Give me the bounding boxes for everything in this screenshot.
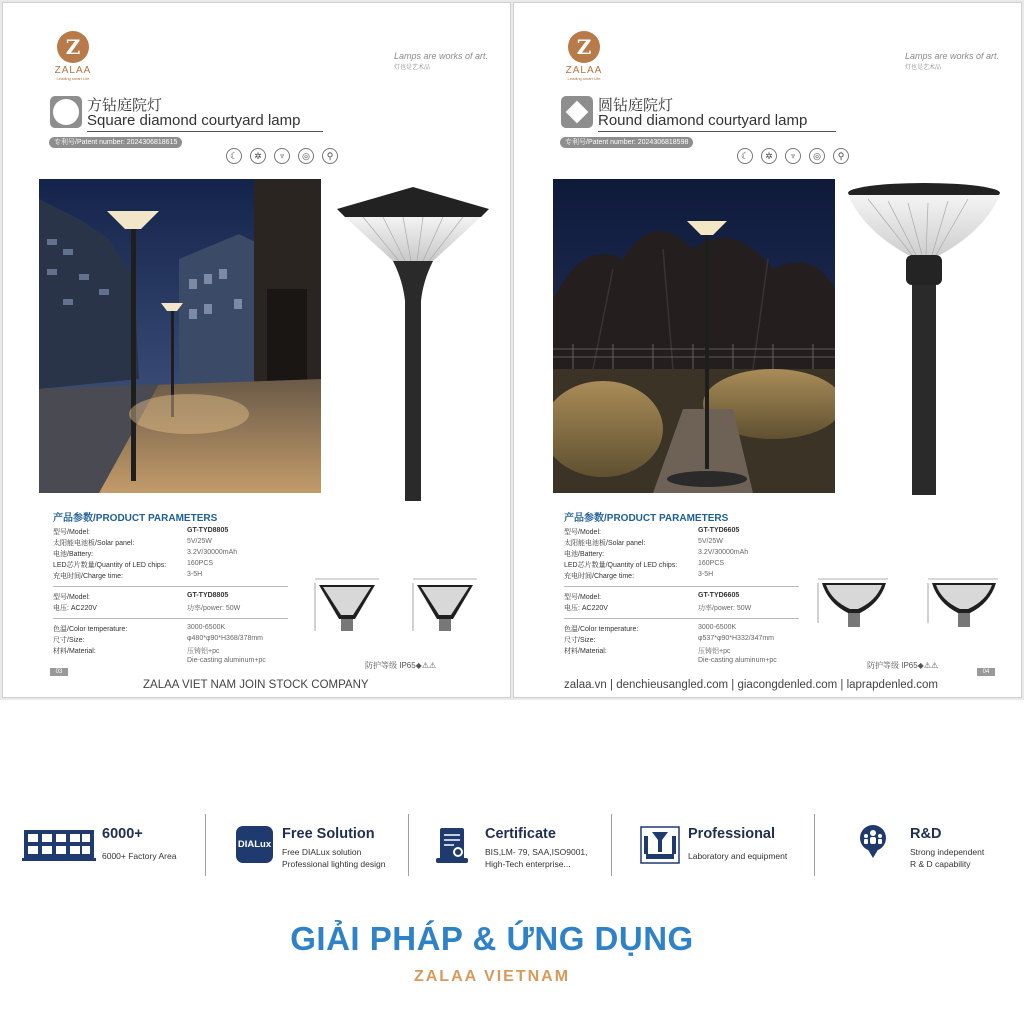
fan-icon: ✲ xyxy=(760,148,778,174)
param-row: 电池/Battery: 3.2V/30000mAh xyxy=(564,549,749,558)
param-row: 太阳能电池板/Solar panel: 5V/25W xyxy=(53,538,212,547)
param-row: 色温/Color temperature: 3000-6500K xyxy=(564,624,737,633)
feature-icons xyxy=(225,148,339,174)
product-image-round-lamp xyxy=(834,181,1014,501)
divider xyxy=(205,814,206,876)
product-title-en: Round diamond courtyard lamp xyxy=(598,112,808,129)
params-table xyxy=(53,527,288,668)
feature-desc: 6000+ Factory Area xyxy=(102,851,177,861)
param-row: 型号/Model: GT-TYD8805 xyxy=(53,527,229,536)
dimension-drawings xyxy=(309,573,494,643)
catalog-page-square-lamp xyxy=(2,2,511,698)
param-row: 材料/Material: 压铸铝+pc xyxy=(53,648,220,655)
param-row: 型号/Model: GT-TYD6605 xyxy=(564,592,740,601)
feature-desc: Strong independent xyxy=(910,847,985,857)
params-table xyxy=(564,527,799,668)
params-title: 产品参数/PRODUCT PARAMETERS xyxy=(564,513,729,524)
banner-subtitle: ZALAA VIETNAM xyxy=(413,968,571,985)
param-row: LED芯片数量/Quantity of LED chips: 160PCS xyxy=(53,560,214,569)
feature-desc: High-Tech enterprise... xyxy=(485,859,571,869)
waterproof-icon: ♆ xyxy=(273,148,291,174)
moon-icon: ☾ xyxy=(225,148,243,174)
feature-desc: R & D capability xyxy=(910,859,971,869)
param-row: 电压: AC220V 功率/power: 50W xyxy=(53,605,241,612)
feature-bar xyxy=(0,808,1024,878)
param-row: Die-casting aluminum+pc xyxy=(698,657,777,664)
feature-title: Professional xyxy=(688,826,776,842)
divider xyxy=(611,814,612,876)
title-underline xyxy=(87,131,323,132)
feature-rnd xyxy=(858,808,1018,878)
light-icon: ◎ xyxy=(297,148,315,174)
fan-icon: ✲ xyxy=(249,148,267,174)
product-title-cn: 圆钻庭院灯 xyxy=(598,97,674,114)
temperature-icon: ⚲ xyxy=(832,148,850,174)
banner-title: GIẢI PHÁP & ỨNG DỤNG xyxy=(290,920,694,957)
param-row: 电压: AC220V 功率/power: 50W xyxy=(564,605,752,612)
catalog-page-round-lamp xyxy=(513,2,1022,698)
logo-tagline: Leading smart Life xyxy=(567,76,601,81)
website-links: zalaa.vn | denchieusangled.com | giacongdenled.com | laprapdenled.com xyxy=(564,679,939,691)
product-title-cn: 方钻庭院灯 xyxy=(87,97,163,114)
scene-photo-round-lamp xyxy=(553,179,835,493)
slogan-en: Lamps are works of art. xyxy=(393,51,488,61)
slogan-en: Lamps are works of art. xyxy=(904,51,999,61)
logo-mark: Z xyxy=(568,31,600,63)
title-underline xyxy=(598,131,836,132)
product-image-square-lamp xyxy=(323,181,503,501)
circle-shape-icon xyxy=(50,96,82,128)
diamond-shape-icon xyxy=(561,96,593,128)
factory-icon xyxy=(22,826,96,862)
light-icon: ◎ xyxy=(808,148,826,174)
page-number: 04 xyxy=(977,668,995,676)
logo-tagline: Leading smart Life xyxy=(56,76,90,81)
company-name: ZALAA VIET NAM JOIN STOCK COMPANY xyxy=(143,679,369,691)
params-title: 产品参数/PRODUCT PARAMETERS xyxy=(53,513,218,524)
param-row: 材料/Material: 压铸铝+pc xyxy=(564,648,731,655)
patent-badge: 专利号/Patent number: 2024306818598 xyxy=(560,137,693,148)
ip-rating: 防护等级 IP65◆⚠⚠ xyxy=(867,661,939,670)
rnd-icon xyxy=(858,824,888,862)
dialux-icon: DIALux xyxy=(236,826,273,863)
param-row: 型号/Model: GT-TYD8805 xyxy=(53,592,229,601)
page-number: 03 xyxy=(50,668,68,676)
logo-mark: Z xyxy=(57,31,89,63)
slogan xyxy=(905,51,999,71)
feature-desc: BIS,LM- 79, SAA,ISO9001, xyxy=(485,847,588,857)
slogan-cn: 灯也是艺术品 xyxy=(904,65,941,71)
feature-title: R&D xyxy=(910,826,942,842)
certificate-icon xyxy=(436,826,472,864)
feature-certificate xyxy=(436,808,606,878)
feature-title: Certificate xyxy=(485,826,556,842)
divider xyxy=(408,814,409,876)
param-row: 太阳能电池板/Solar panel: 5V/25W xyxy=(564,538,723,547)
param-row: LED芯片数量/Quantity of LED chips: 160PCS xyxy=(564,560,725,569)
slogan-cn: 灯也是艺术品 xyxy=(393,65,430,71)
feature-desc: Professional lighting design xyxy=(282,859,386,869)
param-row: 充电时间/Charge time: 3-5H xyxy=(564,571,714,580)
lab-icon xyxy=(640,826,680,864)
waterproof-icon: ♆ xyxy=(784,148,802,174)
param-row: Die-casting aluminum+pc xyxy=(187,657,266,664)
feature-desc: Laboratory and equipment xyxy=(688,851,788,861)
dimension-drawings xyxy=(814,573,999,643)
param-row: 型号/Model: GT-TYD6605 xyxy=(564,527,740,536)
brand-logo xyxy=(51,31,95,81)
param-row: 色温/Color temperature: 3000-6500K xyxy=(53,624,226,633)
divider xyxy=(814,814,815,876)
brand-logo xyxy=(562,31,606,81)
param-row: 尺寸/Size: φ480*φ90*H368/378mm xyxy=(53,635,264,644)
param-row: 尺寸/Size: φ537*φ90*H332/347mm xyxy=(564,635,775,644)
logo-name: ZALAA xyxy=(54,65,92,76)
feature-factory xyxy=(22,808,202,878)
patent-badge: 专利号/Patent number: 2024306818615 xyxy=(49,137,182,148)
product-title-en: Square diamond courtyard lamp xyxy=(87,112,301,129)
logo-name: ZALAA xyxy=(565,65,603,76)
feature-title: 6000+ xyxy=(102,826,143,842)
feature-icons xyxy=(736,148,850,174)
feature-desc: Free DIALux solution xyxy=(282,847,362,857)
param-row: 电池/Battery: 3.2V/30000mAh xyxy=(53,549,238,558)
feature-title: Free Solution xyxy=(282,826,375,842)
slogan xyxy=(394,51,488,71)
param-row: 充电时间/Charge time: 3-5H xyxy=(53,571,203,580)
feature-professional xyxy=(640,808,810,878)
ip-rating: 防护等级 IP65◆⚠⚠ xyxy=(365,661,437,670)
moon-icon: ☾ xyxy=(736,148,754,174)
feature-free-solution xyxy=(236,808,406,878)
scene-photo-square-lamp xyxy=(39,179,321,493)
temperature-icon: ⚲ xyxy=(321,148,339,174)
